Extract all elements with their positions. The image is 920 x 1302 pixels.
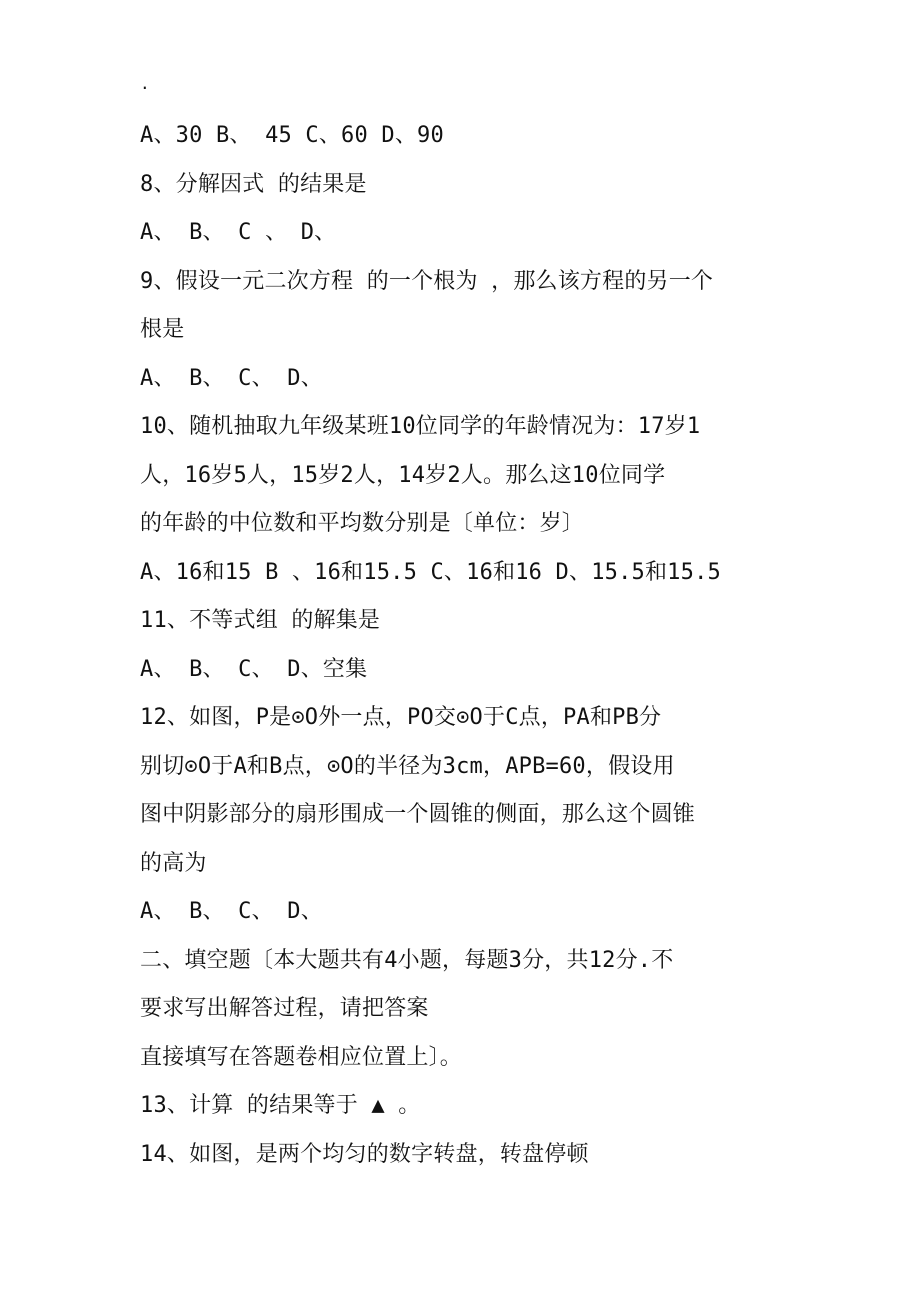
q8-options: A、 B、 C 、 D、 — [140, 220, 337, 245]
q10-options: A、16和15 B 、16和15.5 C、16和16 D、15.5和15.5 — [140, 559, 721, 585]
q10-stem-line1: 10、随机抽取九年级某班10位同学的年龄情况为：17岁1 — [140, 414, 701, 439]
q8-stem: 8、分解因式 的结果是 — [140, 171, 367, 197]
q12-options: A、 B、 C、 D、 — [140, 899, 323, 924]
top-mark: . — [140, 74, 150, 93]
q9-stem-line1: 9、假设一元二次方程 的一个根为 ，那么该方程的另一个 — [140, 268, 714, 294]
q11-options: A、 B、 C、 D、空集 — [140, 656, 368, 682]
q10-stem-line3: 的年龄的中位数和平均数分别是〔单位：岁〕 — [140, 511, 585, 536]
q12-stem-line3: 图中阴影部分的扇形围成一个圆锥的侧面，那么这个圆锥 — [140, 802, 696, 827]
q10-stem-line2: 人，16岁5人，15岁2人，14岁2人。那么这10位同学 — [140, 462, 666, 488]
q12-stem-line2: 别切⊙O于A和B点，⊙O的半径为3cm，APB=60，假设用 — [140, 753, 675, 779]
q14-stem: 14、如图，是两个均匀的数字转盘，转盘停顿 — [140, 1141, 589, 1167]
section2-heading-line3: 直接填写在答题卷相应位置上〕。 — [140, 1044, 463, 1070]
q13-stem: 13、计算 的结果等于 ▲ 。 — [140, 1093, 421, 1118]
q11-stem: 11、不等式组 的解集是 — [140, 608, 381, 633]
document-body — [140, 116, 780, 1183]
q7-options: A、30 B、 45 C、60 D、90 — [140, 123, 444, 148]
q12-stem-line1: 12、如图，P是⊙O外一点，PO交⊙O于C点，PA和PB分 — [140, 705, 662, 730]
section2-heading-line1: 二、填空题〔本大题共有4小题，每题3分，共12分.不 — [140, 947, 674, 973]
q9-stem-line2: 根是 — [140, 317, 185, 342]
section2-heading-line2: 要求写出解答过程，请把答案 — [140, 996, 429, 1021]
q12-stem-line4: 的高为 — [140, 850, 207, 876]
q9-options: A、 B、 C、 D、 — [140, 365, 323, 391]
